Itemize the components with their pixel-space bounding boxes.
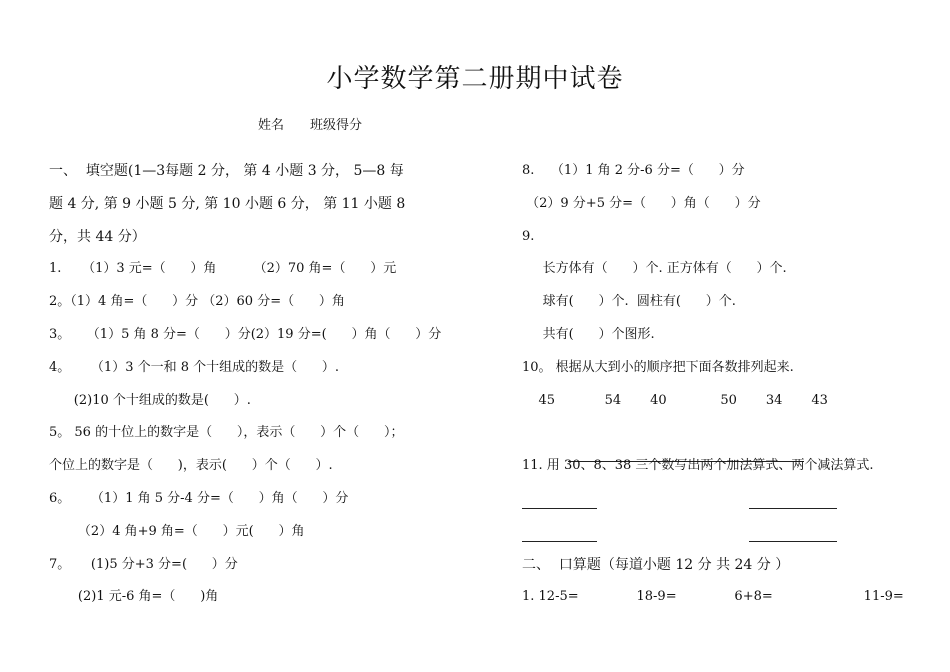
right-column bbox=[522, 158, 922, 617]
exam-title: 小学数学第二册期中试卷 bbox=[326, 64, 624, 94]
answer-line bbox=[749, 494, 837, 509]
question-6-part1: 6。 （1）1 角 5 分-4 分=（ ）角（ ）分 bbox=[49, 490, 349, 506]
question-7-part1: 7。 (1)5 分+3 分=( ）分 bbox=[49, 556, 238, 572]
answer-line bbox=[522, 527, 597, 542]
student-info: 姓名 班级得分 bbox=[258, 118, 363, 133]
question-4-part2: (2)10 个十组成的数是( ）. bbox=[49, 392, 251, 408]
question-9-shapes-3: 共有( ）个图形. bbox=[522, 326, 655, 342]
question-9-number: 9. bbox=[522, 228, 535, 244]
question-8-part1: 8. （1）1 角 2 分-6 分=（ ）分 bbox=[522, 163, 745, 178]
question-10-prompt: 10。 根据从大到小的顺序把下面各数排列起来. bbox=[522, 359, 794, 375]
question-5-part1: 5。 56 的十位上的数字是（ ），表示（ ）个（ ）； bbox=[49, 425, 404, 441]
question-11-blanks-row2 bbox=[522, 519, 922, 552]
section1-heading-line2: 题 4 分, 第 9 小题 5 分, 第 10 小题 6 分， 第 11 小题 8 bbox=[49, 195, 406, 212]
question-9-shapes-1: 长方体有（ ）个. 正方体有（ ）个. bbox=[522, 261, 787, 277]
question-5-part2: 个位上的数字是（ )，表示( ）个（ ）. bbox=[49, 458, 333, 474]
question-7-part2: (2)1 元-6 角=（ )角 bbox=[49, 589, 219, 605]
answer-line bbox=[522, 494, 597, 509]
question-2: 2。（1）4 角=（ ）分 （2）60 分=（ ）角 bbox=[49, 294, 345, 310]
question-9-shapes-2: 球有( ）个. 圆柱有( ）个. bbox=[522, 294, 736, 310]
question-1: 1. （1）3 元=（ ）角 （2）70 角=（ ）元 bbox=[49, 261, 397, 277]
question-4-part1: 4。 （1）3 个一和 8 个十组成的数是（ ）. bbox=[49, 359, 340, 375]
question-10-numbers: 45 54 40 50 34 43 bbox=[522, 392, 828, 408]
mental-math-row-1: 1. 12-5= 18-9= 6+8= 11-9= bbox=[522, 589, 904, 605]
section2-heading: 二、 口算题（每道小题 12 分 共 24 分 ） bbox=[522, 556, 790, 573]
question-11-blanks-row1 bbox=[522, 486, 922, 519]
question-10-answer-blank bbox=[522, 420, 922, 453]
question-6-part2: （2）4 角+9 角=（ ）元( ）角 bbox=[49, 523, 305, 539]
question-11-prompt: 11. 用 30、8、38 三个数写出两个加法算式、两个减法算式. bbox=[522, 458, 874, 474]
question-3: 3。 （1）5 角 8 分=（ ）分(2）19 分=( ）角（ ）分 bbox=[49, 326, 442, 342]
left-column bbox=[49, 158, 442, 617]
section1-heading-line1: 一、 填空题(1—3每题 2 分， 第 4 小题 3 分， 5—8 每 bbox=[49, 163, 404, 179]
answer-line bbox=[749, 527, 837, 542]
question-8-part2: （2）9 分+5 分=（ ）角（ ）分 bbox=[522, 195, 761, 211]
section1-heading-line3: 分，共 44 分） bbox=[49, 228, 146, 245]
